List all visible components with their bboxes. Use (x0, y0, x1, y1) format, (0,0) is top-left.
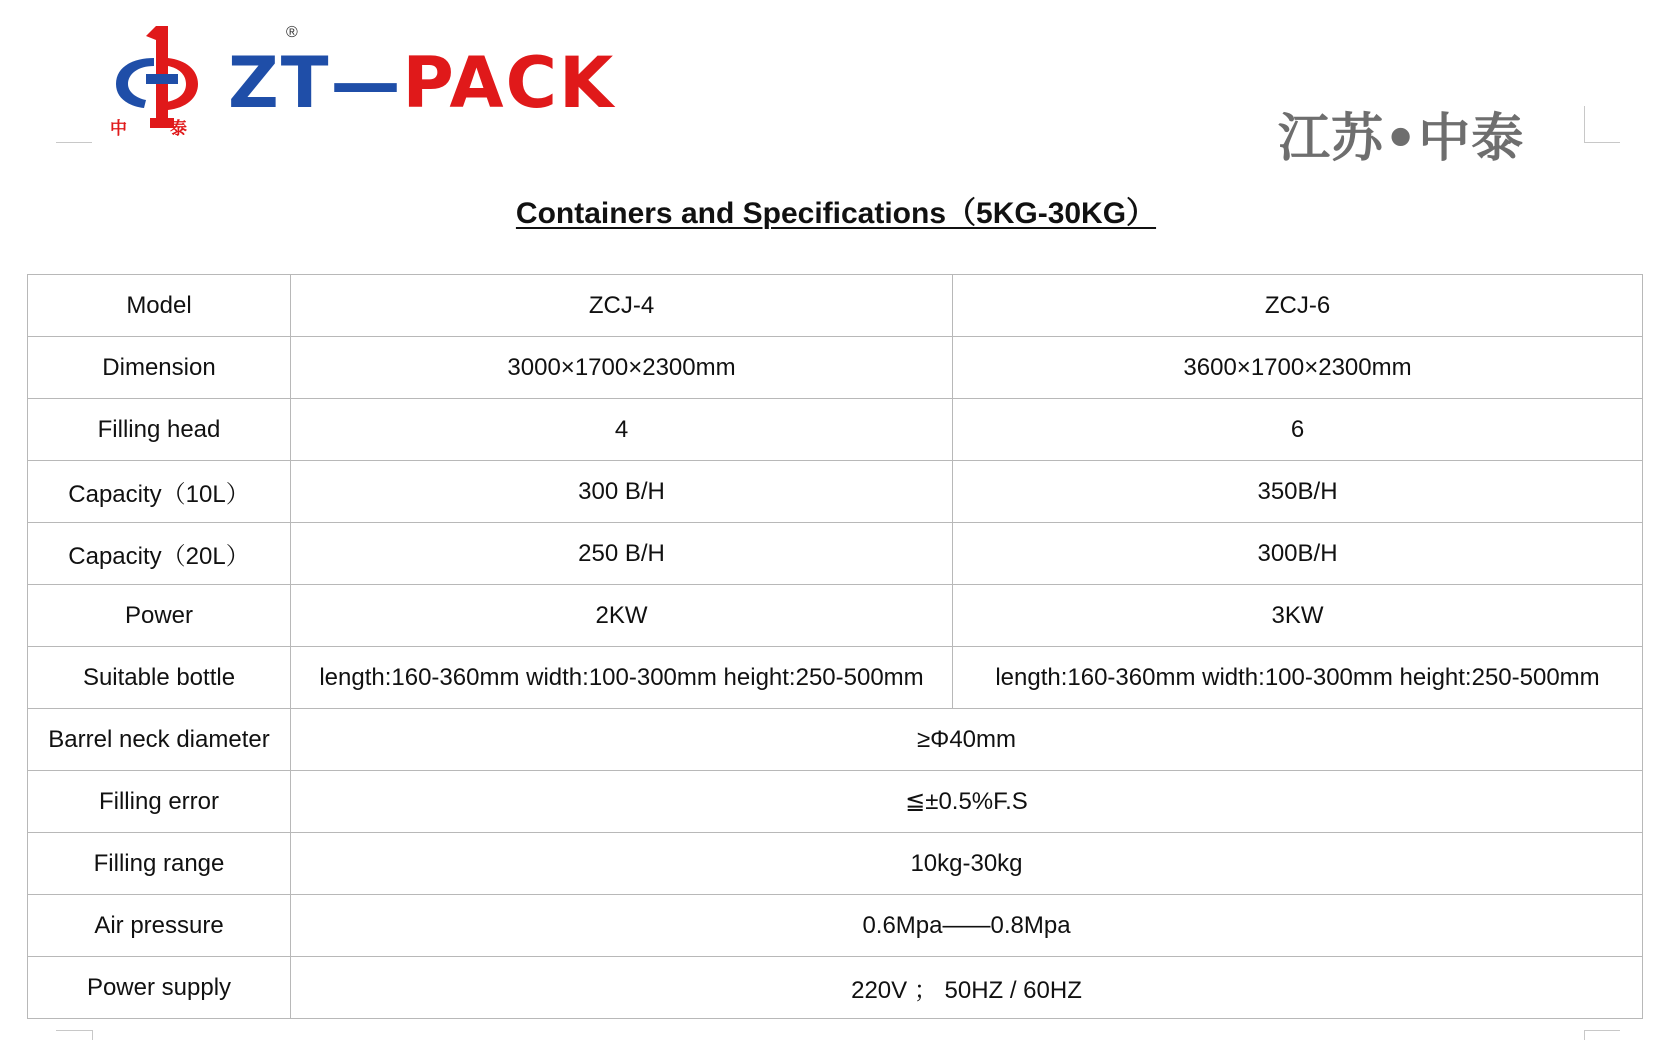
crop-mark-bottom-left (56, 1030, 92, 1031)
zcj4-value: 3000×1700×2300mm (291, 337, 953, 399)
spec-table (27, 274, 1643, 1019)
table-row (28, 585, 1643, 647)
table-row (28, 399, 1643, 461)
company-chinese-name: 江苏•中泰 (1278, 109, 1525, 169)
zcj4-value: 4 (291, 399, 953, 461)
zcj6-value: length:160-360mm width:100-300mm height:250-500mm (953, 647, 1643, 709)
logo-text-zt: ZT (228, 42, 331, 124)
logo-wordmark (228, 42, 615, 124)
row-label: Filling range (28, 833, 291, 895)
row-label: Filling head (28, 399, 291, 461)
crop-mark-top-right-v (1584, 106, 1585, 142)
zcj6-value: 300B/H (953, 523, 1643, 585)
table-row (28, 523, 1643, 585)
row-label: Capacity（10L） (28, 461, 291, 523)
table-row (28, 895, 1643, 957)
crop-mark-bottom-right-v (1584, 1030, 1585, 1040)
logo-text-pack: PACK (402, 42, 616, 124)
zcj4-value: 250 B/H (291, 523, 953, 585)
table-row (28, 833, 1643, 895)
row-label: Capacity（20L） (28, 523, 291, 585)
zcj6-value: ZCJ-6 (953, 275, 1643, 337)
zt-pack-logo (100, 22, 620, 142)
zcj6-value: 3KW (953, 585, 1643, 647)
table-row (28, 275, 1643, 337)
row-label: Power (28, 585, 291, 647)
logo-cn-left: 中 (110, 119, 127, 139)
shared-value: 10kg-30kg (291, 833, 1643, 895)
row-label: Barrel neck diameter (28, 709, 291, 771)
row-label: Suitable bottle (28, 647, 291, 709)
crop-mark-top-left (56, 142, 92, 143)
row-label: Model (28, 275, 291, 337)
crop-mark-top-right (1584, 142, 1620, 143)
zcj6-value: 6 (953, 399, 1643, 461)
row-label: Air pressure (28, 895, 291, 957)
row-label: Dimension (28, 337, 291, 399)
shared-value: 220V ； 50HZ / 60HZ (291, 957, 1643, 1019)
page-title-text: Containers and Specifications（5KG-30KG） (515, 197, 1157, 230)
spec-table-body (28, 275, 1643, 1019)
shared-value: ≥Φ40mm (291, 709, 1643, 771)
table-row (28, 709, 1643, 771)
row-label: Power supply (28, 957, 291, 1019)
zcj4-value: 300 B/H (291, 461, 953, 523)
registered-mark: ® (286, 24, 298, 41)
page-title (0, 188, 1656, 232)
zcj4-value: length:160-360mm width:100-300mm height:250-500mm (291, 647, 953, 709)
zcj6-value: 350B/H (953, 461, 1643, 523)
logo-cn-right: 泰 (170, 119, 187, 139)
table-row (28, 647, 1643, 709)
zcj6-value: 3600×1700×2300mm (953, 337, 1643, 399)
table-row (28, 957, 1643, 1019)
shared-value: 0.6Mpa——0.8Mpa (291, 895, 1643, 957)
zcj4-value: ZCJ-4 (291, 275, 953, 337)
table-row (28, 461, 1643, 523)
crop-mark-bottom-right (1584, 1030, 1620, 1031)
logo-text-dash: — (330, 42, 403, 124)
row-label: Filling error (28, 771, 291, 833)
table-row (28, 337, 1643, 399)
shared-value: ≦±0.5%F.S (291, 771, 1643, 833)
crop-mark-bottom-left-v (92, 1030, 93, 1040)
table-row (28, 771, 1643, 833)
zcj4-value: 2KW (291, 585, 953, 647)
